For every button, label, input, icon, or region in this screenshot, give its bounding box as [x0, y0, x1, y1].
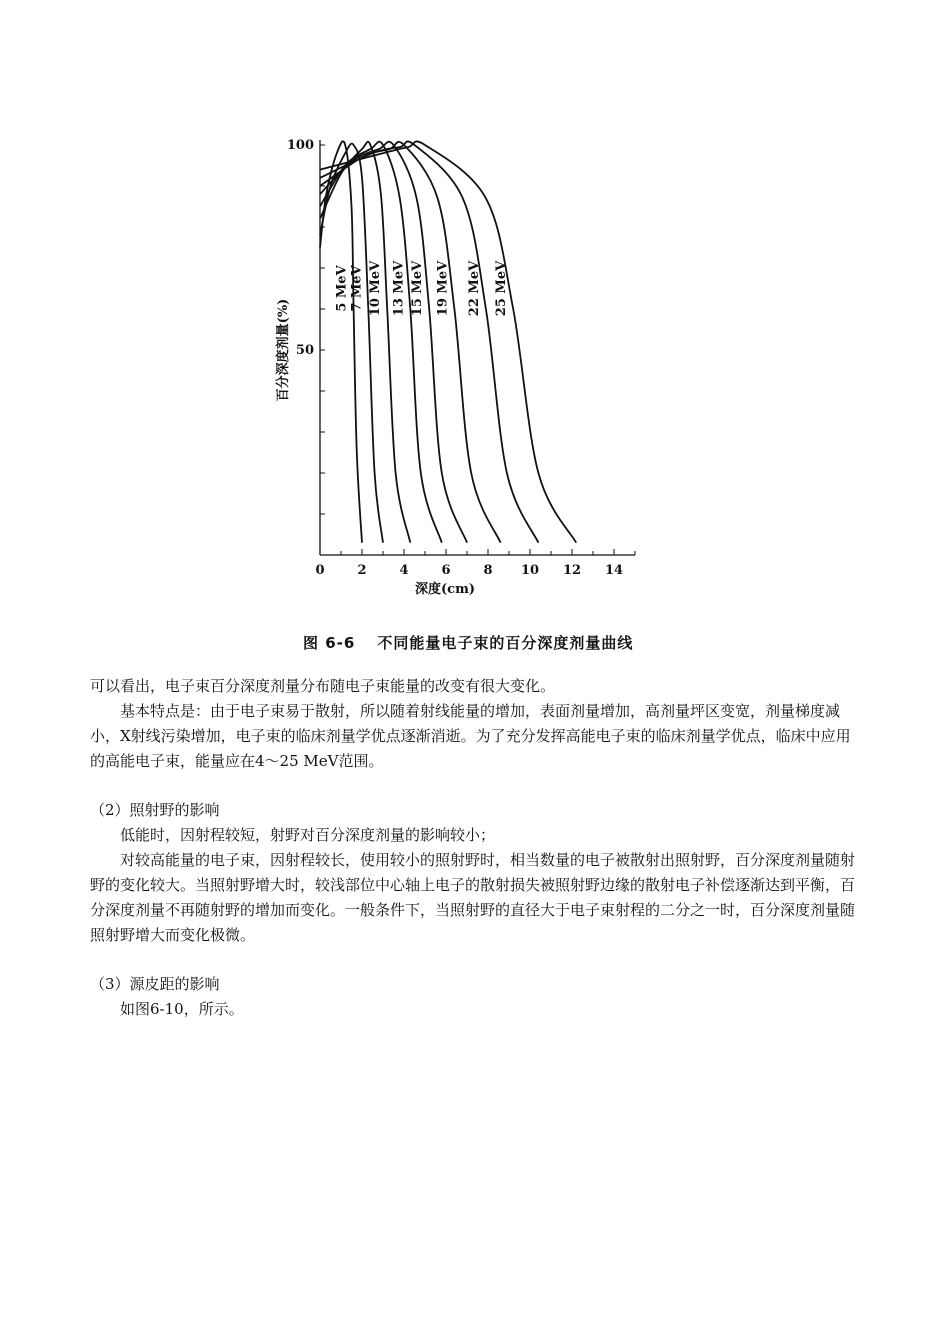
x-tick-label: 4 [399, 563, 409, 578]
section-2-heading: （2）照射野的影响 [90, 801, 220, 819]
series-label-22-mev: 22 MeV [466, 260, 482, 317]
section-2-paragraph-1: 低能时，因射程较短，射野对百分深度剂量的影响较小； [120, 826, 496, 844]
series-label-19-mev: 19 MeV [435, 260, 451, 317]
series-label-25-mev: 25 MeV [494, 260, 510, 317]
figure-caption [303, 632, 723, 653]
section-3-heading: （3）源皮距的影响 [90, 975, 220, 993]
x-tick-label: 12 [562, 563, 582, 578]
x-axis-label: 深度(cm) [415, 582, 475, 597]
y-axis-label: 百分深度剂量(%) [276, 298, 291, 402]
curve-10-mev [320, 142, 410, 543]
y-tick-label: 100 [286, 138, 314, 153]
pdd-chart [270, 125, 690, 605]
x-tick-label: 8 [483, 563, 493, 578]
curve-15-mev [320, 142, 467, 543]
section-2-paragraph-2: 对较高能量的电子束，因射程较长，使用较小的照射野时，相当数量的电子被散射出照射野，百分深度剂量随射野的变化较大。当照射野增大时，较浅部位中心轴上电子的散射损失被照射野边缘的散射电子补偿逐渐达到平衡，百分深度剂量不再随射野的增加而变化。一般条件下，当照射野的直径大于电子束射程的二分之一时，百分深度剂量随照射野增大而变化极微。 [90, 851, 856, 944]
curve-19-mev [320, 142, 501, 543]
chart-ticks [287, 138, 635, 578]
x-tick-label: 2 [357, 563, 367, 578]
series-label-13-mev: 13 MeV [391, 260, 407, 317]
x-tick-label: 14 [604, 563, 624, 578]
x-tick-label: 0 [315, 563, 325, 578]
paragraph-1: 可以看出，电子束百分深度剂量分布随电子束能量的改变有很大变化。 [90, 677, 556, 695]
x-tick-label: 10 [520, 563, 540, 578]
y-tick-label: 50 [295, 343, 314, 358]
figure-caption-title: 不同能量电子束的百分深度剂量曲线 [377, 634, 634, 652]
series-label-7-mev: 7 MeV [349, 265, 365, 312]
section-3-paragraph-1: 如图6-10，所示。 [120, 1000, 244, 1018]
series-label-10-mev: 10 MeV [368, 260, 384, 317]
chart-axes [320, 140, 635, 555]
x-tick-label: 6 [441, 563, 451, 578]
figure-caption-number: 图 6-6 [303, 634, 356, 652]
series-label-5-mev: 5 MeV [334, 265, 350, 312]
curve-22-mev [320, 141, 538, 542]
paragraph-2: 基本特点是：由于电子束易于散射，所以随着射线能量的增加，表面剂量增加，高剂量坪区变宽，剂量梯度减小，X射线污染增加，电子束的临床剂量学优点逐渐消逝。为了充分发挥高能电子束的临床剂量学优点，临床中应用的高能电子束，能量应在4～25 MeV范围。 [90, 702, 851, 770]
chart-curves [320, 141, 576, 542]
series-label-15-mev: 15 MeV [410, 260, 426, 317]
